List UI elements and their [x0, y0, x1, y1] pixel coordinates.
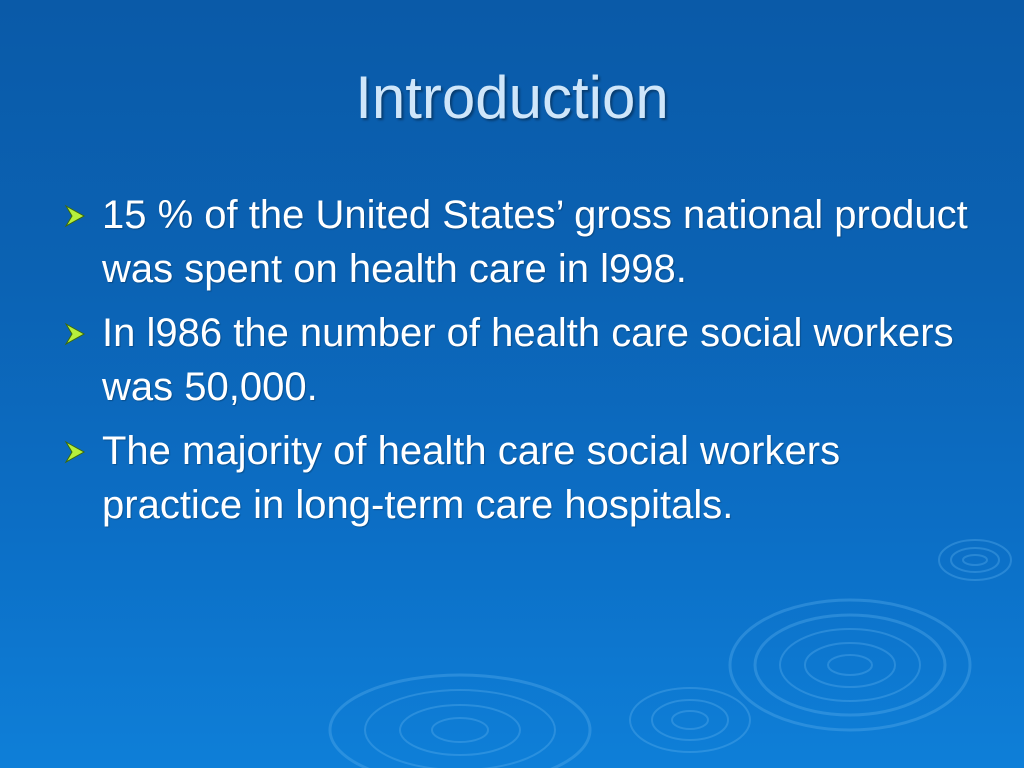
chevron-right-arrow-icon — [64, 204, 86, 228]
bullet-item-majority-practice — [60, 424, 980, 532]
bullet-item-social-workers-count — [60, 306, 980, 414]
slide-title: Introduction — [355, 64, 669, 131]
bullet-item-gnp — [60, 188, 980, 296]
bullet-text: 15 % of the United States’ gross national product was spent on health care in l998. — [102, 193, 968, 291]
chevron-right-arrow-icon — [64, 440, 86, 464]
bullet-text: The majority of health care social workers practice in long-term care hospitals. — [102, 429, 841, 527]
bullet-text: In l986 the number of health care social workers was 50,000. — [102, 311, 954, 409]
chevron-right-arrow-icon — [64, 322, 86, 346]
bullet-list — [60, 188, 980, 542]
